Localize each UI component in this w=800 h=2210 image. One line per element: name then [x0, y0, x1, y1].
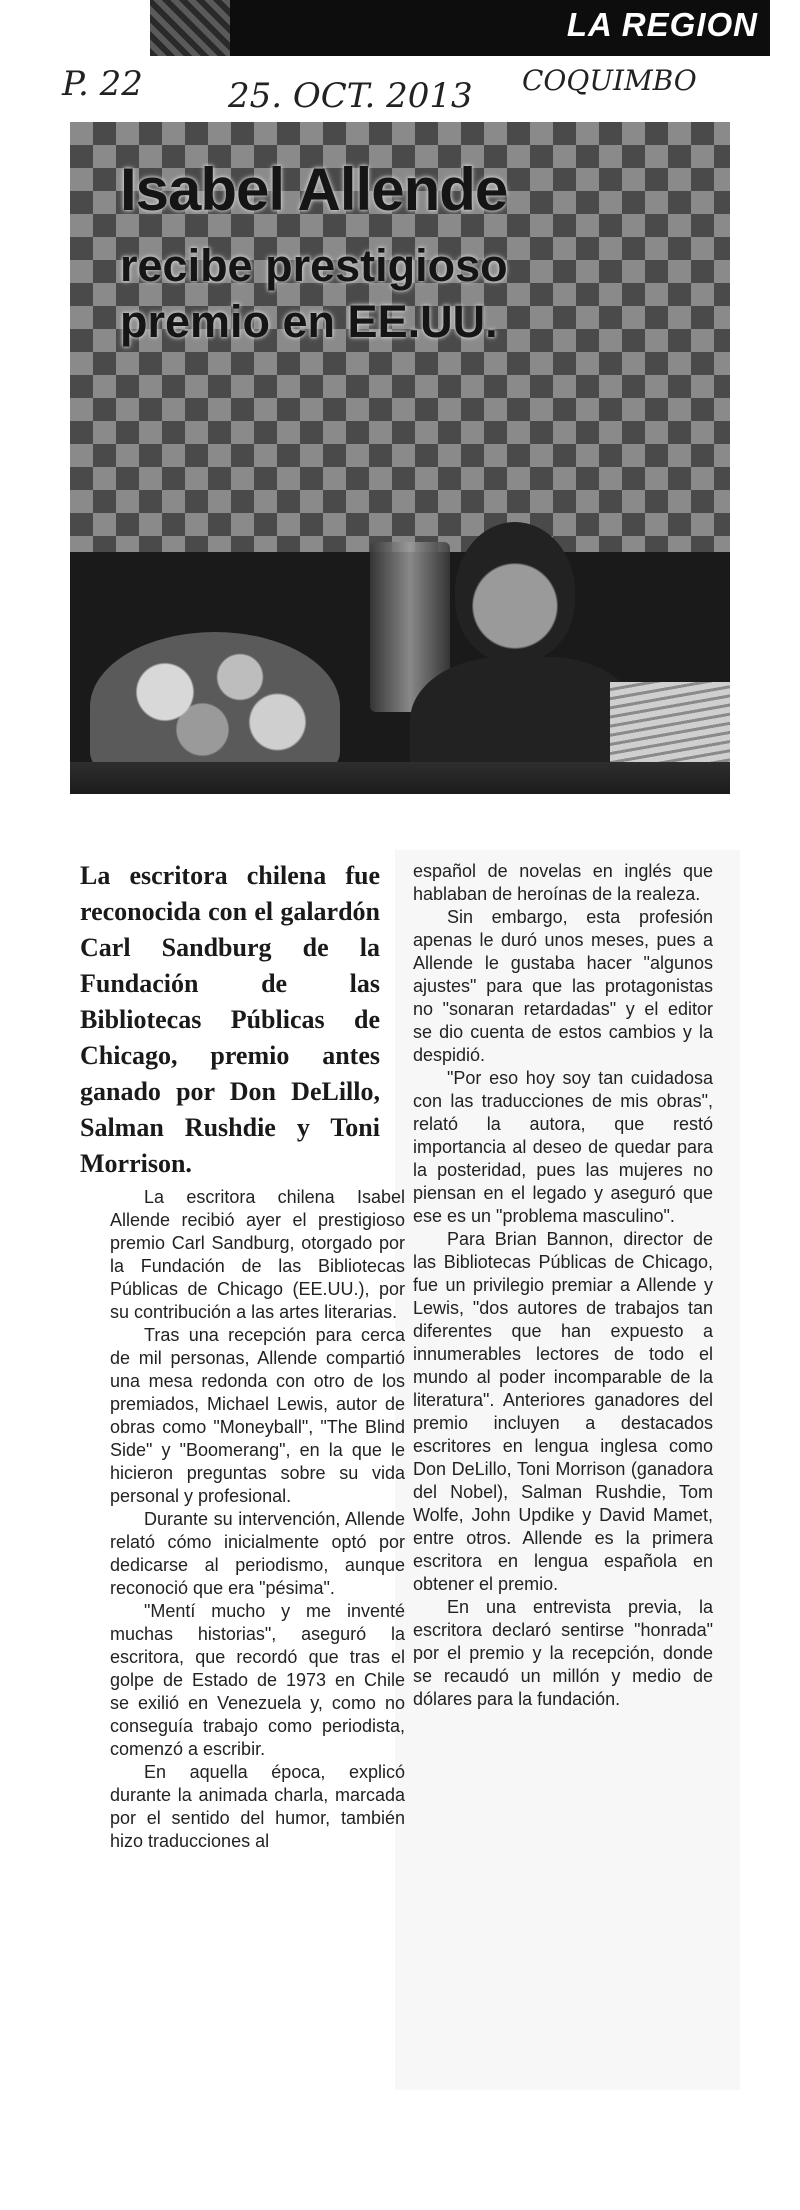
- handwritten-date-note: 25. OCT. 2013: [228, 76, 473, 116]
- headline-subtitle: recibe prestigioso premio en EE.UU.: [120, 240, 508, 348]
- body-paragraph: En aquella época, explicó durante la animada charla, marcada por el sentido del humor, también hizo traducciones al: [110, 1762, 405, 1851]
- body-paragraph: "Mentí mucho y me inventé muchas historias", aseguró la escritora, que recordó que tras el golpe de Estado de 1973 en Chile se exilió en Venezuela y, como no conseguía trabajo como periodista, comenzó a escribir.: [110, 1601, 405, 1759]
- body-paragraph: Para Brian Bannon, director de las Bibliotecas Públicas de Chicago, fue un privilegio premiar a Allende y Lewis, "dos autores de trabajos tan diferentes que han expuesto a innumerables lectores de todo el mundo al poder incomparable de la literatura". Anteriores ganadores del premio incluyen a destacados escritores en lengua inglesa como Don DeLillo, Toni Morrison (ganadora del Nobel), Salman Rushdie, Tom Wolfe, John Updike y David Mamet, entre otros. Allende es la primera escritora en lengua española en obtener el premio.: [413, 1229, 713, 1594]
- article-body-left-column: [110, 1186, 405, 1853]
- flower-arrangement: [90, 632, 340, 782]
- article-body-right-column: [413, 860, 713, 1711]
- body-paragraph: "Por eso hoy soy tan cuidadosa con las traducciones de mis obras", relató la autora, que restó importancia al deseo de quedar para la posteridad, pues las mujeres no piensan en el legado y aseguró que ese es un "problema masculino".: [413, 1068, 713, 1226]
- headline: [120, 156, 640, 351]
- body-paragraph: La escritora chilena Isabel Allende recibió ayer el prestigioso premio Carl Sandburg, otorgado por la Fundación de las Bibliotecas Públicas de Chicago (EE.UU.), por su contribución a las artes literarias.: [110, 1187, 405, 1322]
- body-paragraph: En una entrevista previa, la escritora declaró sentirse "honrada" por el premio y la recepción, donde se recaudó un millón y medio de dólares para la fundación.: [413, 1597, 713, 1709]
- body-paragraph: Tras una recepción para cerca de mil personas, Allende compartió una mesa redonda con otro de los premiados, Michael Lewis, autor de obras como "Moneyball", "The Blind Side" y "Boomerang", en la que le hicieron preguntas sobre su vida personal y profesional.: [110, 1325, 405, 1506]
- handwritten-page-note: P. 22: [62, 64, 143, 104]
- table-surface: [70, 762, 730, 794]
- body-paragraph: Sin embargo, esta profesión apenas le duró unos meses, pues a Allende le gustaba hacer "algunos ajustes" para que las protagonistas no "sonaran retardadas" y el editor se dio cuenta de estos cambios y la despidió.: [413, 907, 713, 1065]
- body-paragraph: Durante su intervención, Allende relató cómo inicialmente optó por dedicarse al periodismo, aunque reconoció que era "pésima".: [110, 1509, 405, 1598]
- handwritten-city-note: COQUIMBO: [522, 64, 697, 97]
- body-paragraph: español de novelas en inglés que hablaban de heroínas de la realeza.: [413, 861, 713, 904]
- papers-on-table: [610, 682, 730, 762]
- headline-title: Isabel Allende: [120, 156, 508, 223]
- section-label: LA REGION: [566, 6, 758, 43]
- author-figure-head: [455, 522, 575, 662]
- article-lead: La escritora chilena fue reconocida con el galardón Carl Sandburg de la Fundación de las Bibliotecas Públicas de Chicago, premio antes ganado por Don DeLillo, Salman Rushdie y Toni Morrison.: [80, 861, 380, 1178]
